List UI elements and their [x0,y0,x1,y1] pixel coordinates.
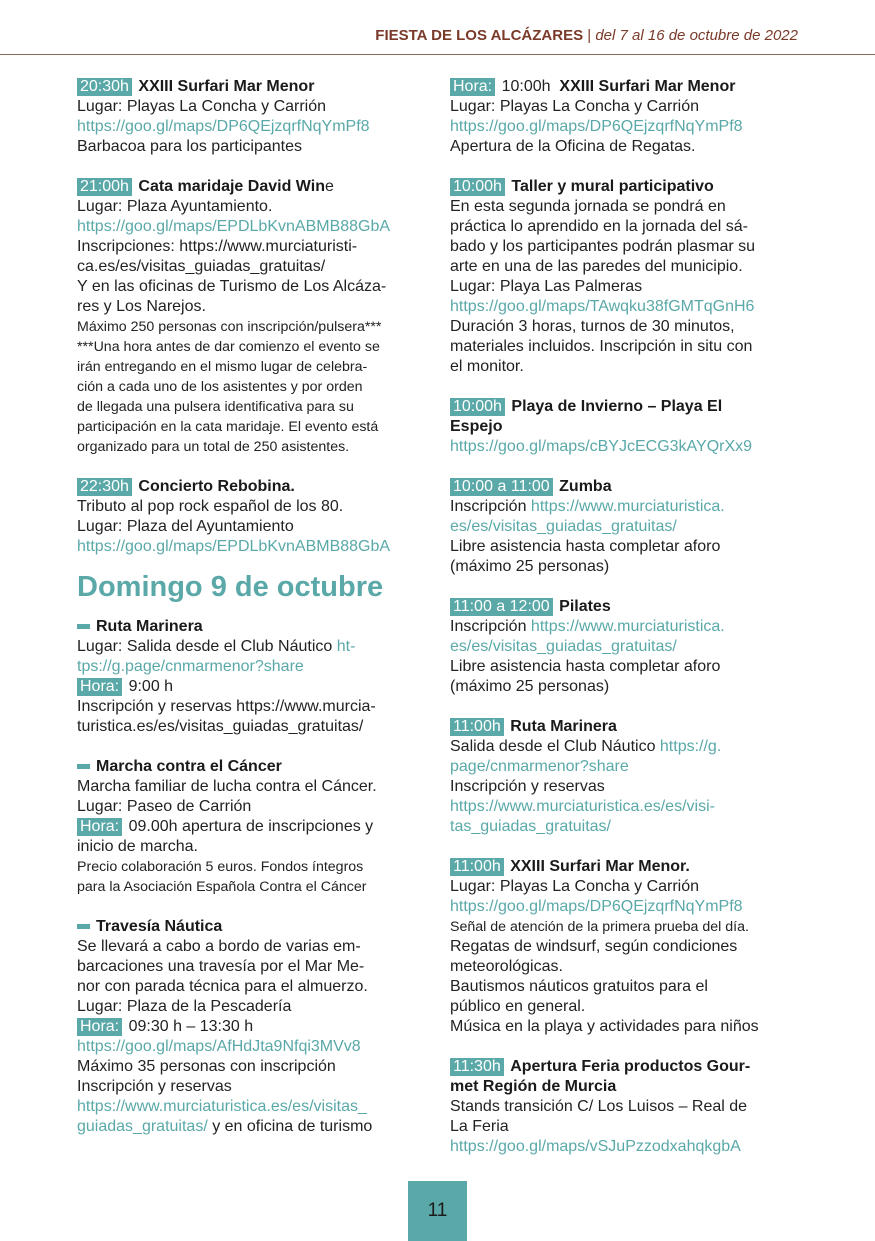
note-text: Máximo 250 personas con inscripción/pulsera*** [77,319,382,335]
inscription-link[interactable]: https://www.murciaturistica.es/es/visi- [450,798,715,815]
club-link[interactable]: page/cnmarmenor?share [450,758,629,775]
event-place: Lugar: Paseo de Carrión [77,798,252,815]
map-link[interactable]: https://goo.gl/maps/DP6QEjzqrfNqYmPf8 [450,118,743,135]
header-dates: del 7 al 16 de octubre de 2022 [595,27,798,44]
inscription-link[interactable]: https://www.murciaturistica. [530,618,725,635]
note-text: ***Una hora antes de dar comienzo el evento se [77,339,380,355]
event-title: XXIII Surfari Mar Menor [138,78,315,95]
event-description: Tributo al pop rock español de los 80. [77,498,344,515]
event-title: Pilates [559,598,611,615]
inscription-text: ca.es/es/visitas_guiadas_gratuitas/ [77,258,326,275]
inscription-text: turistica.es/es/visitas_guiadas_gratuitas/ [77,718,364,735]
event-time: 9:00 h [128,678,174,695]
event-place: Salida desde el Club Náutico [450,738,660,755]
event-place: Stands transición C/ Los Luisos – Real de [450,1098,748,1115]
office-text: res y Los Narejos. [77,298,206,315]
event-title: Playa de Invierno – Playa El [511,398,723,415]
time-tag: 21:00h [77,178,132,196]
event-place: Lugar: Plaza Ayuntamiento. [77,198,273,215]
bullet-square-icon [77,764,90,769]
event-description: arte en una de las paredes del municipio. [450,258,743,275]
event-description: Marcha familiar de lucha contra el Cáncer. [77,778,377,795]
office-text: y en oficina de turismo [207,1118,373,1135]
inscription-text: Inscripciones: https://www.murciaturisti- [77,238,358,255]
capacity-text: Libre asistencia hasta completar aforo [450,538,721,555]
event-description: práctica lo aprendido en la jornada del sá- [450,218,748,235]
time-tag: 11:30h [450,1058,504,1076]
time-tag: 20:30h [77,78,132,96]
event-description: materiales incluidos. Inscripción in situ con [450,338,753,355]
map-link[interactable]: https://goo.gl/maps/DP6QEjzqrfNqYmPf8 [450,898,743,915]
event-title: Concierto Rebobina. [138,478,295,495]
map-link[interactable]: https://goo.gl/maps/EPDLbKvnABMB88GbA [77,538,391,555]
time-tag: 10:00 a 11:00 [450,478,553,496]
time-tag: Hora: [77,1018,122,1036]
note-text: ción a cada uno de los asistentes y por orden [77,379,363,395]
map-link[interactable]: https://goo.gl/maps/cBYJcECG3kAYQrXx9 [450,438,753,455]
event-place: Lugar: Plaza de la Pescadería [77,998,292,1015]
time-tag: 11:00 a 12:00 [450,598,553,616]
event-title: XXIII Surfari Mar Menor. [510,858,690,875]
event-surfari-1000 [450,77,800,157]
map-link[interactable]: https://goo.gl/maps/EPDLbKvnABMB88GbA [77,218,391,235]
capacity-text: Libre asistencia hasta completar aforo [450,658,721,675]
left-column [77,77,427,1137]
inscription-text: Inscripción y reservas [450,778,605,795]
event-concierto-rebobina [77,477,427,557]
capacity-text: (máximo 25 personas) [450,678,610,695]
event-title: Espejo [450,418,503,435]
time-tag: Hora: [77,818,122,836]
event-description: barcaciones una travesía por el Mar Me- [77,958,365,975]
event-note: Apertura de la Oficina de Regatas. [450,138,696,155]
event-place: Lugar: Playa Las Palmeras [450,278,643,295]
note-text: de llegada una pulsera identificativa para su [77,399,354,415]
time-tag: 10:00h [450,398,505,416]
event-description: Bautismos náuticos gratuitos para el [450,978,708,995]
inscription-text: Inscripción y reservas [77,1078,232,1095]
header-title: FIESTA DE LOS ALCÁZARES [375,27,584,44]
note-text: Señal de atención de la primera prueba del día. [450,919,749,935]
event-title: Cata maridaje David Win [138,178,325,195]
event-description: público en general. [450,998,586,1015]
time-tag: 11:00h [450,718,504,736]
day-heading: Domingo 9 de octubre [77,571,384,603]
event-title: Apertura Feria productos Gour- [510,1058,751,1075]
event-description: En esta segunda jornada se pondrá en [450,198,726,215]
event-description: Regatas de windsurf, según condiciones [450,938,738,955]
event-description: nor con parada técnica para el almuerzo. [77,978,368,995]
bullet-square-icon [77,924,90,929]
event-place: Lugar: Salida desde el Club Náutico [77,638,337,655]
event-place: Lugar: Playas La Concha y Carrión [77,98,327,115]
event-surfari-2030 [77,77,427,157]
event-title-tail: e [324,178,334,195]
event-note: Barbacoa para los participantes [77,138,303,155]
note-text: participación en la cata maridaje. El evento está [77,419,379,435]
event-cata-maridaje [77,177,427,457]
time-tag: Hora: [77,678,122,696]
right-column [450,77,800,1157]
event-description: bado y los participantes podrán plasmar su [450,238,756,255]
note-text: Precio colaboración 5 euros. Fondos íntegros [77,859,364,875]
event-title: XXIII Surfari Mar Menor [559,78,736,95]
header-separator: | [587,27,592,44]
event-description: Se llevará a cabo a bordo de varias em- [77,938,361,955]
map-link[interactable]: https://goo.gl/maps/AfHdJta9Nfqi3MVv8 [77,1038,361,1055]
event-playa-invierno [450,397,800,457]
time-tag: 11:00h [450,858,504,876]
event-title: Travesía Náutica [96,918,223,935]
time-tag: 22:30h [77,478,132,496]
time-tag: Hora: [450,78,495,96]
inscription-link[interactable]: tas_guiadas_gratuitas/ [450,818,611,835]
map-link[interactable]: https://goo.gl/maps/vSJuPzzodxahqkgbA [450,1138,741,1155]
event-place: Lugar: Playas La Concha y Carrión [450,878,700,895]
event-description: inicio de marcha. [77,838,198,855]
event-description: Duración 3 horas, turnos de 30 minutos, [450,318,735,335]
event-title: Ruta Marinera [510,718,617,735]
event-marcha-cancer [77,757,427,897]
event-pilates [450,597,800,697]
bullet-square-icon [77,624,90,629]
event-ruta-marinera-domingo [77,617,427,737]
inscription-link[interactable]: guiadas_gratuitas/ [77,1118,208,1135]
inscription-text: Inscripción [450,618,531,635]
event-time: 10:00h [501,78,551,95]
event-description: Música en la playa y actividades para niños [450,1018,759,1035]
office-text: Y en las oficinas de Turismo de Los Alcáza- [77,278,387,295]
inscription-link[interactable]: es/es/visitas_guiadas_gratuitas/ [450,518,677,535]
event-title: Marcha contra el Cáncer [96,758,282,775]
page-number: 11 [408,1181,467,1241]
event-description: el monitor. [450,358,524,375]
event-taller-mural [450,177,800,377]
time-tag: 10:00h [450,178,505,196]
event-feria-gourmet [450,1057,800,1157]
event-ruta-marinera-1100 [450,717,800,837]
event-time: 09:30 h – 13:30 h [128,1018,254,1035]
capacity-text: (máximo 25 personas) [450,558,610,575]
map-link[interactable]: https://goo.gl/maps/TAwqku38fGMTqGnH6 [450,298,755,315]
event-description: meteorológicas. [450,958,563,975]
inscription-text: Inscripción [450,498,531,515]
club-link[interactable]: https://g. [659,738,722,755]
capacity-text: Máximo 35 personas con inscripción [77,1058,336,1075]
event-title: Taller y mural participativo [511,178,714,195]
inscription-link[interactable]: https://www.murciaturistica.es/es/visitas_ [77,1098,367,1115]
club-link[interactable]: tps://g.page/cnmarmenor?share [77,658,304,675]
note-text: para la Asociación Española Contra el Cáncer [77,879,367,895]
map-link[interactable]: https://goo.gl/maps/DP6QEjzqrfNqYmPf8 [77,118,370,135]
event-travesia-nautica [77,917,427,1137]
inscription-link[interactable]: https://www.murciaturistica. [530,498,725,515]
event-place: Lugar: Playas La Concha y Carrión [450,98,700,115]
event-time: 09.00h apertura de inscripciones y [128,818,374,835]
event-place: La Feria [450,1118,509,1135]
event-place: Lugar: Plaza del Ayuntamiento [77,518,294,535]
club-link[interactable]: ht- [336,638,356,655]
page-header [0,0,875,55]
note-text: organizado para un total de 250 asistentes. [77,439,350,455]
event-title: Zumba [559,478,612,495]
inscription-link[interactable]: es/es/visitas_guiadas_gratuitas/ [450,638,677,655]
inscription-text: Inscripción y reservas https://www.murcia- [77,698,376,715]
event-title: Ruta Marinera [96,618,203,635]
header-text [375,26,798,46]
note-text: irán entregando en el mismo lugar de celebra- [77,359,368,375]
event-zumba [450,477,800,577]
event-title: met Región de Murcia [450,1078,617,1095]
event-surfari-1100 [450,857,800,1037]
